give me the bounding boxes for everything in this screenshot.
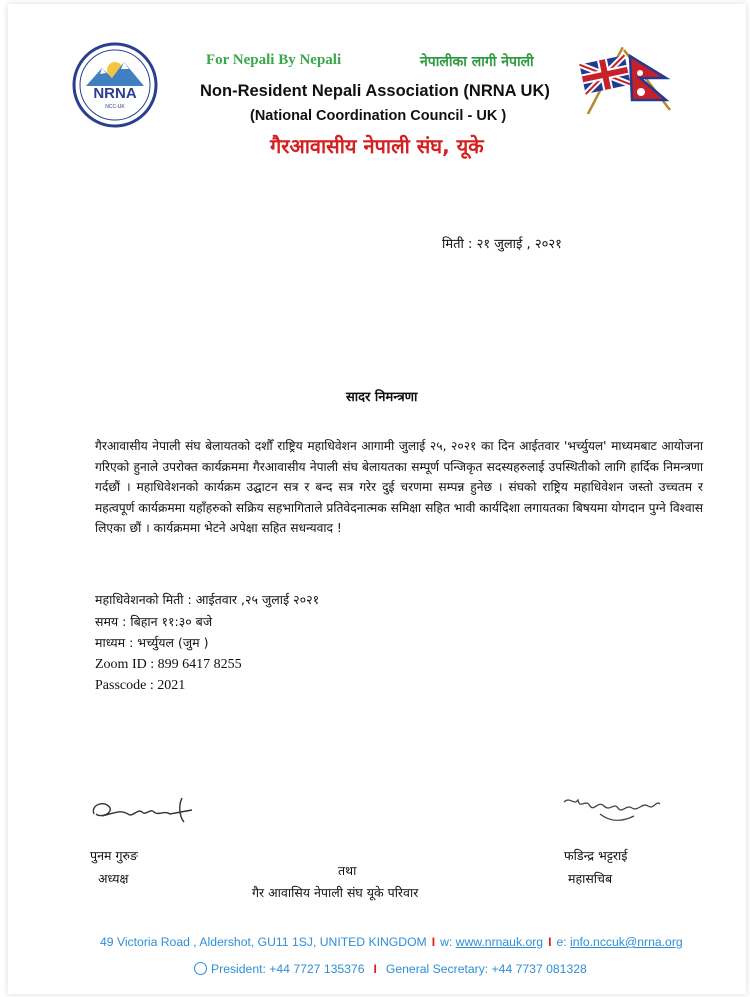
secretary-signature: [560, 792, 664, 832]
separator: I: [373, 962, 377, 976]
organization-subtitle: (National Coordination Council - UK ): [250, 108, 507, 124]
president-phone: President: +44 7727 135376: [211, 962, 365, 976]
letter-subject: सादर निमन्त्रणा: [346, 390, 418, 405]
event-date: महाधिवेशनको मिती : आईतवार ,२५ जुलाई २०२१: [95, 592, 320, 607]
footer-address: 49 Victoria Road , Aldershot, GU11 1SJ, UNITED KINGDOM: [100, 935, 427, 949]
letter-body: गैरआवासीय नेपाली संघ बेलायतको दशौँ राष्ट्रिय महाधिवेशन आगामी जुलाई २५, २०२१ का दिन आईतवार 'भर्च्युयल' माध्यमबाट आयोजना गरिएको हुनाले उपरोक्त कार्यक्रममा गैरआवासीय नेपाली संघ बेलायतका सम्पूर्ण पन्जिकृत सदस्यहरुलाई उपस्थितीको लागि हार्दिक निमन्त्रणा गर्दछौं । महाधिवेशनको कार्यक्रम उद्घाटन सत्र र बन्द सत्र गरेर दुई चरणमा सम्पन्न हुनेछ । संघको राष्ट्रिय महाधिवेशन जस्तो उच्चतम र महत्वपूर्ण कार्यक्रममा यहाँहरुको सक्रिय सहभागिताले प्रतिवेदनात्मक समिक्षा सहित भावी कार्यदिशा लगायतका बिषयमा योगदान पुग्ने विश्वास लिएका छौं । कार्यक्रममा भेटने अपेक्षा सहित सधन्यवाद !: [95, 439, 703, 536]
event-details: [95, 589, 319, 697]
family-line: गैर आवासिय नेपाली संघ यूके परिवार: [252, 885, 419, 900]
logo-text: NRNA: [93, 85, 137, 102]
tagline-english: For Nepali By Nepali: [206, 52, 342, 68]
tagline-nepali: नेपालीका लागी नेपाली: [420, 54, 534, 70]
event-medium: माध्यम : भर्च्युयल (जुम ): [95, 635, 209, 650]
footer-contact-line: [100, 935, 683, 949]
and-text: तथा: [338, 863, 357, 878]
zoom-passcode: Passcode : 2021: [95, 678, 186, 693]
letter-date: मिती : २१ जुलाई , २०२१: [442, 237, 562, 252]
footer-phone-line: [194, 962, 587, 976]
web-label: w:: [440, 935, 453, 949]
nrna-logo: [72, 42, 158, 128]
secretary-phone: General Secretary: +44 7737 081328: [385, 962, 587, 976]
crossed-flags-icon: [574, 44, 678, 114]
email-link[interactable]: info.nccuk@nrna.org: [570, 935, 683, 949]
letter-page: [8, 4, 746, 994]
president-signature: [88, 794, 200, 830]
website-link[interactable]: www.nrnauk.org: [455, 935, 544, 949]
president-title: अध्यक्ष: [98, 871, 129, 886]
zoom-id: Zoom ID : 899 6417 8255: [95, 656, 242, 672]
secretary-name: फडिन्द्र भट्टराई: [564, 848, 628, 863]
organization-name: Non-Resident Nepali Association (NRNA UK): [200, 82, 550, 100]
phone-icon: [194, 962, 207, 975]
email-label: e:: [556, 935, 567, 949]
logo-subtext: NCC-UK: [105, 104, 125, 110]
separator: I: [548, 935, 552, 949]
separator: I: [431, 935, 436, 949]
president-name: पुनम गुरुङ: [90, 848, 138, 863]
event-time: समय : बिहान ११:३० बजे: [95, 613, 213, 629]
secretary-title: महासचिब: [568, 871, 613, 886]
organization-name-nepali: गैरआवासीय नेपाली संघ, यूके: [270, 134, 484, 158]
